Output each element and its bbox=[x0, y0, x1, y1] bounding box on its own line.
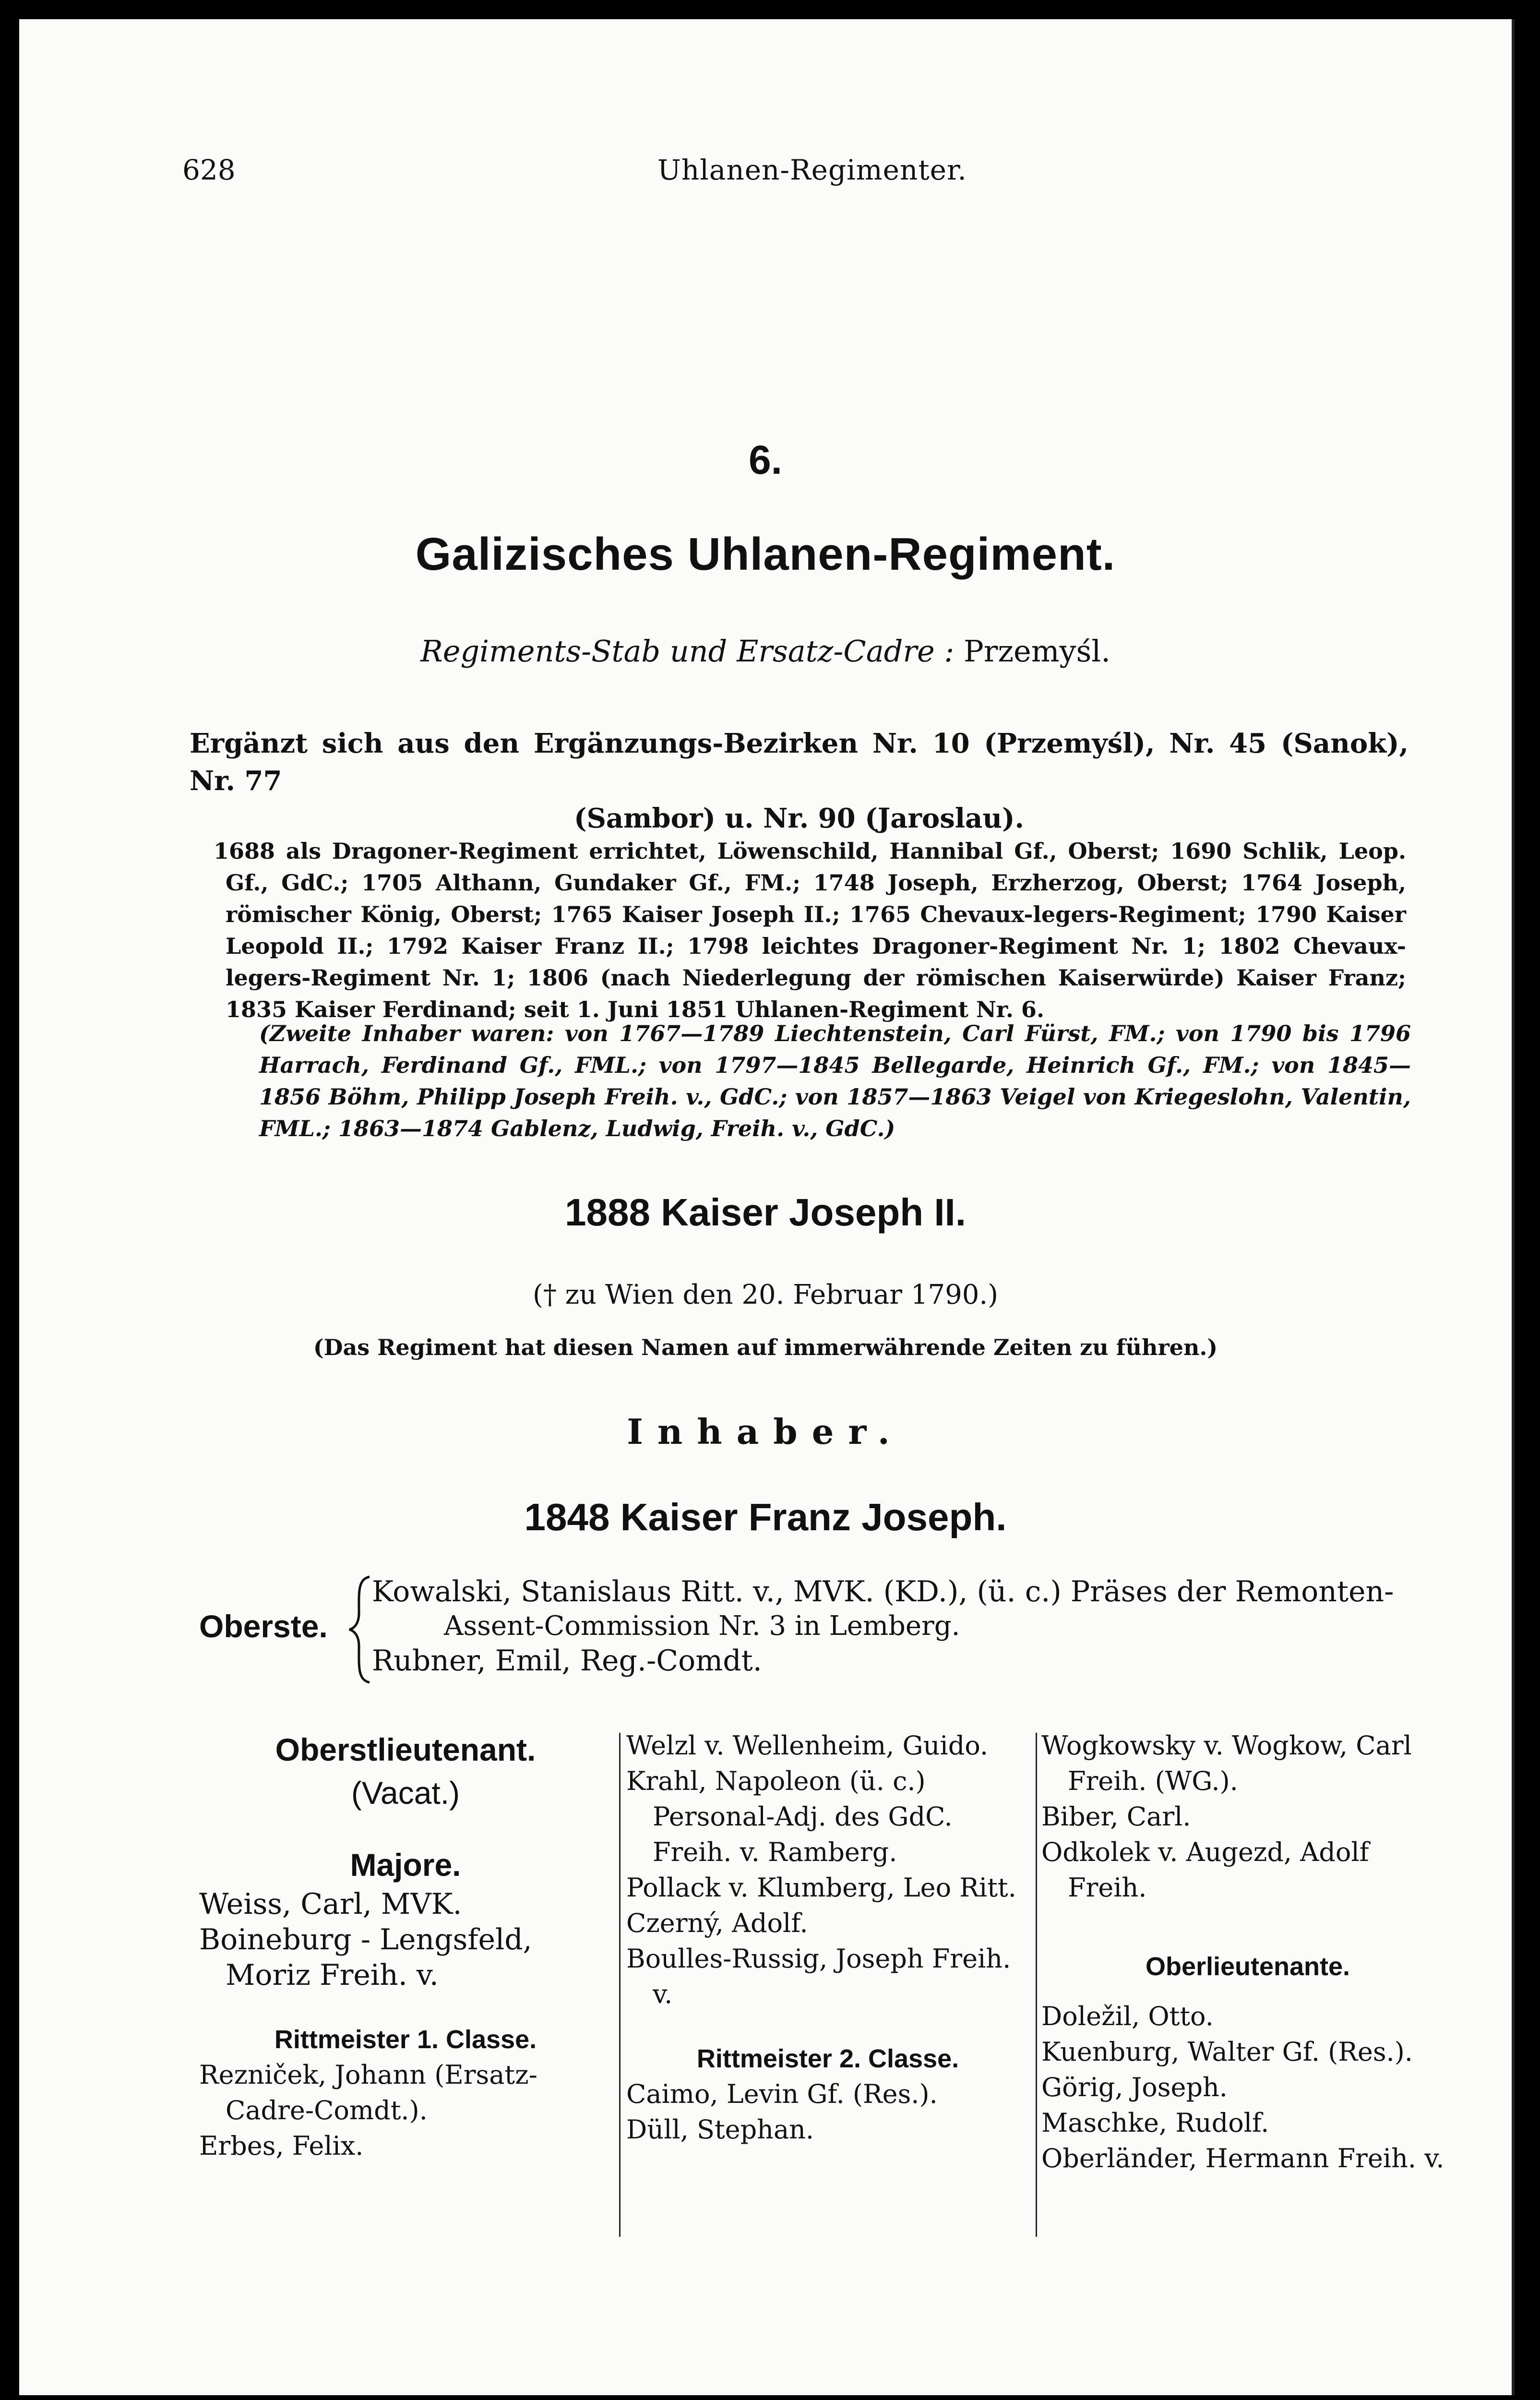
list-item: Wogkowsky v. Wogkow, Carl Freih. (WG.). bbox=[1041, 1730, 1412, 1796]
list-item: Caimo, Levin Gf. (Res.). bbox=[626, 2079, 938, 2109]
rm1-heading: Rittmeister 1. Classe. bbox=[274, 2025, 537, 2054]
list-item: Odkolek v. Augezd, Adolf Freih. bbox=[1041, 1837, 1369, 1903]
running-title: Uhlanen-Regimenter. bbox=[657, 154, 967, 186]
list-item: Krahl, Napoleon (ü. c.) Personal-Adj. des GdC. Freih. v. Ramberg. bbox=[626, 1766, 953, 1867]
list-item: Czerný, Adolf. bbox=[626, 1908, 808, 1938]
regiment-title: Galizisches Uhlanen-Regiment. bbox=[415, 528, 1116, 580]
oberste-line-1: Kowalski, Stanislaus Ritt. v., MVK. (KD.), (ü. c.) Präses der Remonten- bbox=[372, 1575, 1394, 1608]
oberste-list bbox=[372, 1574, 1456, 1678]
inhaber-name: 1848 Kaiser Franz Joseph. bbox=[524, 1496, 1007, 1538]
column-3 bbox=[1041, 1728, 1454, 2176]
list-item: Boulles-Russig, Joseph Freih. v. bbox=[626, 1944, 1011, 2009]
death-note: († zu Wien den 20. Februar 1790.) bbox=[533, 1279, 998, 1310]
list-item: Erbes, Felix. bbox=[199, 2131, 364, 2161]
list-item: Oberländer, Hermann Freih. v. bbox=[1041, 2143, 1444, 2173]
list-item: Maschke, Rudolf. bbox=[1041, 2108, 1269, 2138]
stab-label: Regiments-Stab und Ersatz-Cadre : bbox=[420, 634, 955, 669]
list-item: Doležil, Otto. bbox=[1041, 2001, 1214, 2031]
list-item: Pollack v. Klumberg, Leo Ritt. bbox=[626, 1872, 1016, 1903]
stab-line bbox=[19, 634, 1512, 669]
list-item: Weiss, Carl, MVK. bbox=[199, 1887, 462, 1921]
regiment-number: 6. bbox=[748, 437, 783, 482]
oberste-line-3: Rubner, Emil, Reg.-Comdt. bbox=[372, 1644, 762, 1678]
column-divider bbox=[619, 1733, 621, 2237]
majore-heading: Majore. bbox=[350, 1847, 461, 1883]
ergaenzt-line-2: (Sambor) u. Nr. 90 (Jaroslau). bbox=[573, 803, 1025, 834]
list-item: Görig, Joseph. bbox=[1041, 2072, 1228, 2102]
brace-icon bbox=[346, 1574, 374, 1685]
list-item: Biber, Carl. bbox=[1041, 1801, 1191, 1832]
list-item: Düll, Stephan. bbox=[626, 2114, 814, 2145]
stab-location: Przemyśl. bbox=[964, 634, 1110, 669]
column-divider bbox=[1036, 1733, 1037, 2237]
column-2 bbox=[626, 1728, 1029, 2148]
ergaenzt-line-1: Ergänzt sich aus den Ergänzungs-Bezirken Nr. 10 (Przemyśl), Nr. 45 (Sanok), Nr. 77 bbox=[190, 728, 1409, 797]
rm2-heading: Rittmeister 2. Classe. bbox=[696, 2044, 959, 2073]
list-item: Welzl v. Wellenheim, Guido. bbox=[626, 1730, 988, 1761]
ergaenzt-paragraph bbox=[190, 725, 1409, 837]
inhaber-history-paragraph: (Zweite Inhaber waren: von 1767—1789 Liechtenstein, Carl Fürst, FM.; von 1790 bis 1796 Harrach, Ferdinand Gf., FML.; von 1797—1845 Bellegarde, Heinrich Gf., FM.; von 1845—1856 Böhm, Philipp Joseph Freih. v., GdC.; von 1857—1863 Veigel von Kriegeslohn, Valentin, FML.; 1863—1874 Gablenz, Ludwig, Freih. v., GdC.) bbox=[259, 1020, 1411, 1141]
oberstlt-heading: Oberstlieutenant. bbox=[275, 1732, 536, 1767]
list-item: Kuenburg, Walter Gf. (Res.). bbox=[1041, 2037, 1413, 2067]
page bbox=[19, 19, 1515, 2395]
olt-heading: Oberlieutenante. bbox=[1145, 1952, 1350, 1981]
list-item: Boineburg - Lengsfeld, Moriz Freih. v. bbox=[199, 1923, 532, 1992]
oberste-line-2: Assent-Commission Nr. 3 in Lemberg. bbox=[444, 1610, 960, 1642]
oberstlt-value: (Vacat.) bbox=[351, 1775, 460, 1811]
name-note: (Das Regiment hat diesen Namen auf immerwährende Zeiten zu führen.) bbox=[313, 1334, 1218, 1360]
history-paragraph: 1688 als Dragoner-Regiment errichtet, Löwenschild, Hannibal Gf., Oberst; 1690 Schlik, Leop. Gf., GdC.; 1705 Althann, Gundaker Gf., FM.; 1748 Joseph, Erzherzog, Oberst; 1764 Joseph, römischer König, Oberst; 1765 Kaiser Joseph II.; 1765 Chevaux-legers-Regiment; 1790 Kaiser Leopold II.; 1792 Kaiser Franz II.; 1798 leichtes Dragoner-Regiment Nr. 1; 1802 Chevaux-legers-Regiment Nr. 1; 1806 (nach Niederlegung der römischen Kaiserwürde) Kaiser Franz; 1835 Kaiser Ferdinand; seit 1. Juni 1851 Uhlanen-Regiment Nr. 6. bbox=[214, 838, 1406, 1022]
page-number: 628 bbox=[182, 154, 236, 186]
namesake-heading: 1888 Kaiser Joseph II. bbox=[564, 1191, 966, 1234]
inhaber-heading: Inhaber. bbox=[627, 1411, 904, 1452]
list-item: Rezniček, Johann (Ersatz-Cadre-Comdt.). bbox=[199, 2060, 537, 2125]
oberste-label: Oberste. bbox=[199, 1608, 328, 1644]
column-1 bbox=[199, 1728, 612, 2164]
